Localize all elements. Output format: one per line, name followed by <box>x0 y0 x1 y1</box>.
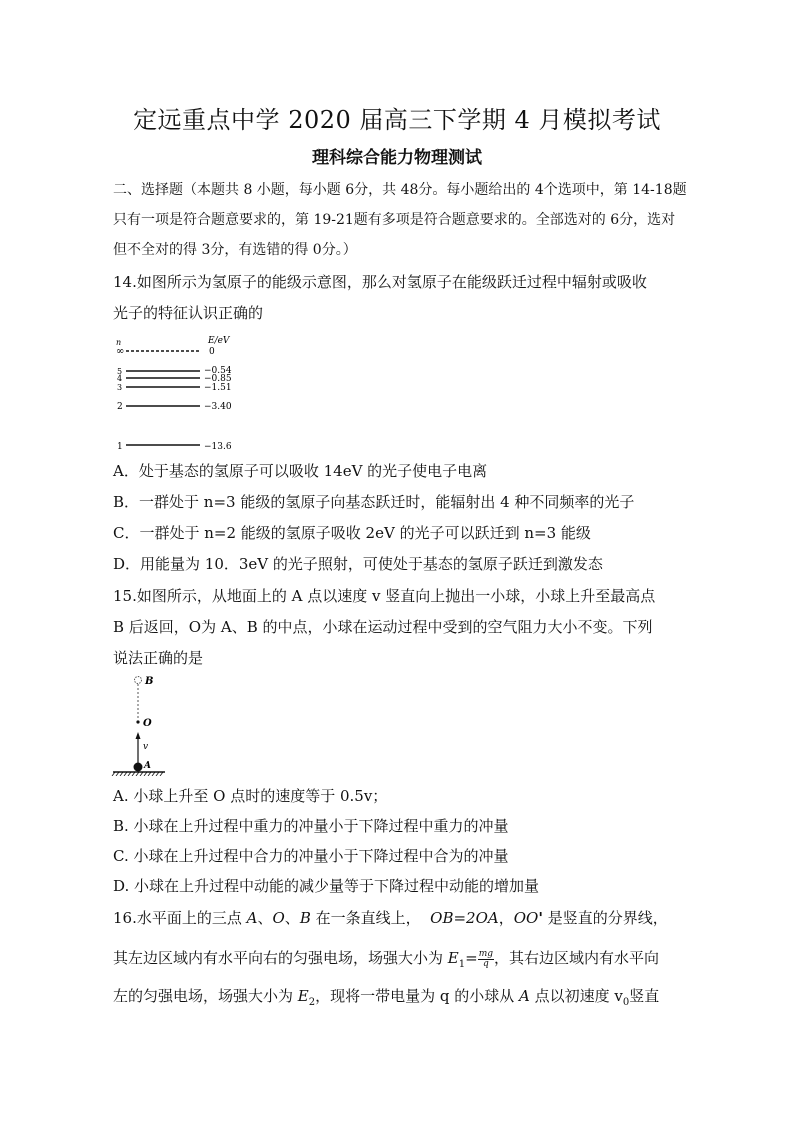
q16-text: 是竖直的分界线， <box>542 909 668 927</box>
separator: 、 <box>257 909 273 927</box>
point-b-var: B <box>299 909 311 927</box>
q16-text: 在一条直线上， <box>310 909 431 927</box>
level-energy-label: −1.51 <box>204 383 232 393</box>
level-energy-label: −0.54 <box>204 366 232 376</box>
field-e2-var: E <box>297 987 309 1005</box>
q14-stem-line: 光子的特征认识正确的 <box>113 304 264 322</box>
section-intro-line: 二、选择题（本题共 8 小题，每小题 6分，共 48分。每小题给出的 4个选项中，第 14-18题 <box>113 182 687 198</box>
level-n-label: ∞ <box>116 346 125 357</box>
separator: 、 <box>284 909 300 927</box>
field-e2-subscript: 2 <box>308 997 316 1008</box>
fraction-denominator: q <box>482 958 489 969</box>
q15-option-a: A. 小球上升至 O 点时的速度等于 0.5v； <box>113 787 388 805</box>
q15-stem-line: B 后返回，O为 A、B 的中点，小球在运动过程中受到的空气阻力大小不变。下列 <box>113 618 653 636</box>
level-n-label: 4 <box>117 374 123 383</box>
level-n-label: 5 <box>117 367 123 376</box>
section-intro-line: 但不全对的得 3分，有选错的得 0分。） <box>113 242 357 258</box>
projectile-diagram <box>110 672 170 776</box>
point-o-label: O <box>143 718 152 729</box>
separator: ， <box>498 909 514 927</box>
q16-text: ，其右边区域内有水平向 <box>493 949 659 967</box>
q14-option-c: C．一群处于 n=2 能级的氢原子吸收 2eV 的光子可以跃迁到 n=3 能级 <box>113 524 591 542</box>
q16-text: 16.水平面上的三点 <box>113 909 247 927</box>
fraction-numerator: mg <box>478 948 493 959</box>
level-energy-label: −13.6 <box>204 442 232 452</box>
ob-oa-relation: OB=2OA <box>430 909 499 927</box>
q15-stem-line: 说法正确的是 <box>113 649 204 667</box>
point-a-label: A <box>144 761 151 771</box>
equals-sign: = <box>465 949 478 967</box>
energy-level-diagram <box>112 333 242 455</box>
q15-option-d: D. 小球在上升过程中动能的减少量等于下降过程中动能的增加量 <box>113 877 540 895</box>
q16-text: ，现将一带电量为 q 的小球从 <box>315 987 520 1005</box>
q14-option-b: B．一群处于 n=3 能级的氢原子向基态跃迁时，能辐射出 4 种不同频率的光子 <box>113 493 635 511</box>
point-a-var: A <box>519 987 530 1005</box>
section-intro-line: 只有一项是符合题意要求的，第 19-21题有多项是符合题意要求的。全部选对的 6分，选对 <box>113 212 676 228</box>
v0-subscript: 0 <box>622 997 630 1008</box>
q16-line-3 <box>113 986 688 1013</box>
point-o-marker <box>136 720 139 723</box>
q15-stem-line: 15.如图所示，从地面上的 A 点以速度 v 竖直向上抛出一小球，小球上升至最高点 <box>113 587 656 605</box>
page-title: 定远重点中学 2020 届高三下学期 4 月模拟考试 <box>133 106 661 134</box>
page-subtitle: 理科综合能力物理测试 <box>312 148 482 168</box>
q16-text: 其左边区域内有水平向右的匀强电场，场强大小为 <box>113 949 448 967</box>
boundary-var: OO <box>513 909 539 927</box>
q14-stem-line: 14.如图所示为氢原子的能级示意图，那么对氢原子在能级跃迁过程中辐射或吸收 <box>113 273 647 291</box>
velocity-arrow-head <box>136 732 141 739</box>
q14-option-d: D．用能量为 10．3eV 的光子照射，可使处于基态的氢原子跃迁到激发态 <box>113 555 603 573</box>
level-energy-label: 0 <box>209 347 215 357</box>
energy-axis-label: E/eV <box>208 336 230 346</box>
q14-option-a: A．处于基态的氢原子可以吸收 14eV 的光子使电子电离 <box>113 462 488 480</box>
q16-text: 左的匀强电场，场强大小为 <box>113 987 298 1005</box>
field-e1-subscript: 1 <box>458 959 466 970</box>
level-n-label: 2 <box>117 402 123 412</box>
level-n-label: 1 <box>117 442 123 452</box>
point-a-var: A <box>246 909 258 927</box>
field-e1-var: E <box>447 949 459 967</box>
level-energy-label: −3.40 <box>204 402 232 412</box>
q15-option-c: C. 小球在上升过程中合力的冲量小于下降过程中合为的冲量 <box>113 847 509 865</box>
q16-text: 点以初速度 v <box>529 987 623 1005</box>
ball-at-a <box>134 763 143 772</box>
prime-mark: ' <box>538 909 543 927</box>
q16-line-1 <box>113 908 688 928</box>
mg-over-q-fraction <box>478 950 494 969</box>
n-axis-label: n <box>116 338 122 347</box>
point-o-var: O <box>272 909 285 927</box>
q15-option-b: B. 小球在上升过程中重力的冲量小于下降过程中重力的冲量 <box>113 817 509 835</box>
point-b-marker <box>135 677 142 684</box>
level-n-label: 3 <box>117 383 123 392</box>
velocity-label: v <box>143 742 149 752</box>
level-energy-label: −0.85 <box>204 374 232 384</box>
q16-line-2 <box>113 948 688 975</box>
q16-text: 竖直 <box>629 987 660 1005</box>
point-b-label: B <box>145 676 154 687</box>
